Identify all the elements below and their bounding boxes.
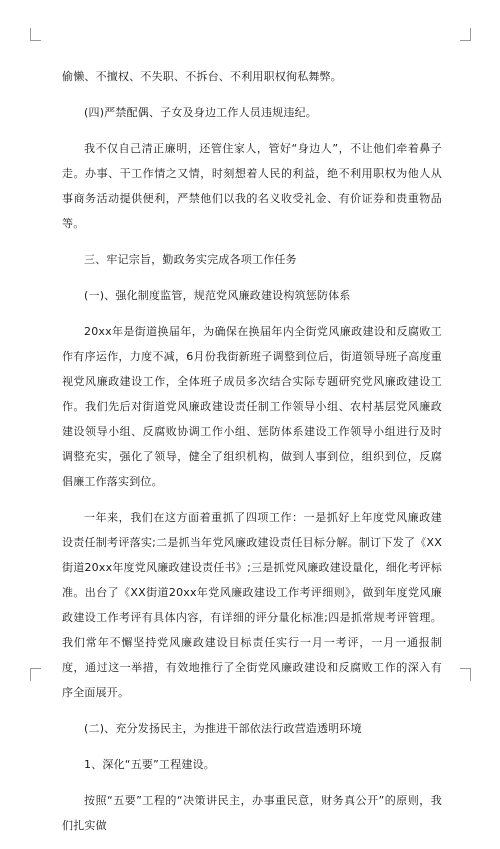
paragraph-6: 20xx年是街道换届年，为确保在换届年内全街党风廉政建设和反腐败工作有序运作，力度不减，6月份我街新班子调整到位后，街道领导班子高度重视党风廉政建设工作，全体班子成员多次结合实际专题研究党风廉政建设工作。我们先后对街道党风廉政建设责任制工作领导小组、农村基层党风廉政建设领导小组、反腐败协调工作小组、惩防体系建设工作领导小组进行及时调整充实，强化了领导，健全了组织机构，做到人事到位，组织到位，反腐倡廉工作落实到位。: [62, 325, 442, 488]
paragraph-10: 按照“五要”工程的“决策讲民主，办事重民意，财务真公开”的原则，我们扎实做: [62, 794, 442, 832]
subsection-heading-1: (一)、强化制度监管，规范党风廉政建设构筑惩防体系: [84, 289, 351, 302]
item-heading-1: 1、深化“五要”工程建设。: [84, 758, 215, 771]
crop-mark-bottom-right: [460, 668, 471, 681]
document-body: [62, 64, 442, 849]
paragraph-3: 我不仅自己清正廉明，还管住家人，管好“身边人”，不让他们牵着鼻子走。办事、干工作情之又情，时刻想着人民的利益，绝不利用职权为他人从事商务活动提供便利，严禁他们以我的名义收受礼金、有价证券和贵重物品等。: [62, 142, 442, 230]
subsection-heading-2: (二)、充分发扬民主，为推进干部依法行政营造透明环境: [84, 722, 362, 735]
section-heading-3: 三、牢记宗旨，勤政务实完成各项工作任务: [84, 253, 297, 266]
paragraph-1: 偷懒、不擅权、不失职、不拆台、不利用职权徇私舞弊。: [62, 70, 342, 83]
crop-mark-top-left: [30, 28, 41, 41]
crop-mark-top-right: [460, 28, 471, 41]
paragraph-2: (四)严禁配偶、子女及身边工作人员违规违纪。: [84, 106, 317, 119]
crop-mark-bottom-left: [30, 668, 41, 681]
paragraph-7: 一年来，我们在这方面着重抓了四项工作：一是抓好上年度党风廉政建设责任制考评落实;二是抓当年党风廉政建设责任目标分解。制订下发了《XX街道20xx年度党风廉政建设责任书》;三是抓党风廉政建设量化，细化考评标准。出台了《XX街道20xx年党风廉政建设工作考评细则》，做到年度党风廉政建设工作考评有具体内容，有详细的评分量化标准;四是抓常规考评管理。我们常年不懈坚持党风廉政建设目标责任实行一月一考评，一月一通报制度，通过这一举措，有效地推行了全街党风廉政建设和反腐败工作的深入有序全面展开。: [62, 511, 442, 699]
